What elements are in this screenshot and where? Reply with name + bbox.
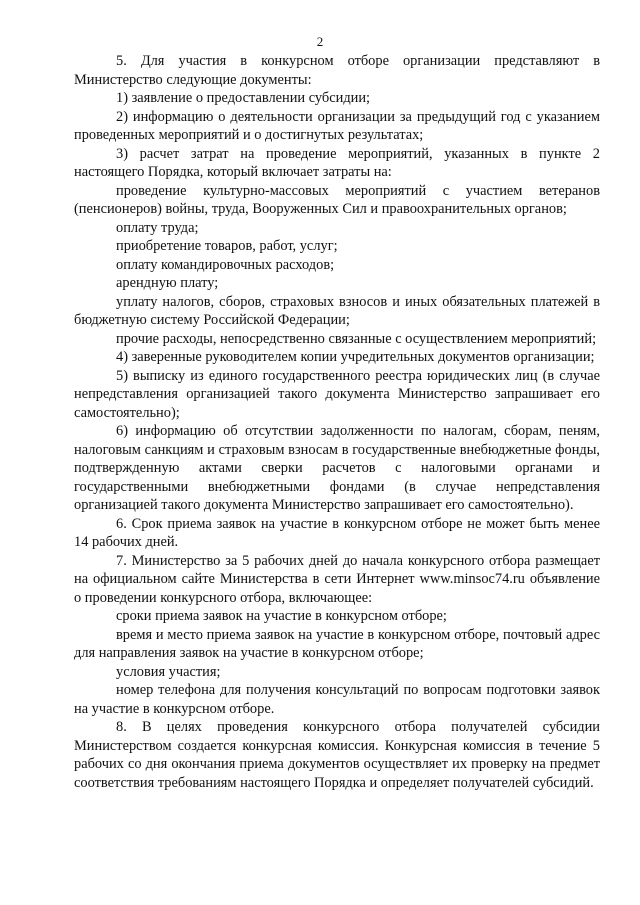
- list-item-phone: номер телефона для получения консультаций по вопросам подготовки заявок на участие в конкурсном отборе.: [74, 682, 600, 717]
- list-item-application: 1) заявление о предоставлении субсидии;: [116, 90, 371, 106]
- paragraph-item-8: 8. В целях проведения конкурсного отбора получателей субсидии Министерством создается конкурсная комиссия. Конкурсная комиссия в течение 5 рабочих со дня окончания приема документов осуществляет их проверку на предмет соответствия требованиям настоящего Порядка и определяет получателей субсидий.: [74, 719, 600, 791]
- paragraph-item-6: 6. Срок приема заявок на участие в конкурсном отборе не может быть менее 14 рабочих дней.: [74, 515, 600, 550]
- list-item-registry-extract: 5) выписку из единого государственного реестра юридических лиц (в случае непредставления организацией такого документа Министерство запрашивает его самостоятельно);: [74, 367, 600, 421]
- list-item-conditions: условия участия;: [116, 663, 221, 680]
- paragraph-item-5: 5. Для участия в конкурсном отборе организации представляют в Министерство следующие документы:: [74, 53, 600, 88]
- list-item-wages: оплату труда;: [116, 219, 199, 236]
- list-item-cultural-events: проведение культурно-массовых мероприятий с участием ветеранов (пенсионеров) войны, труда, Вооруженных Сил и правоохранительных органов;: [74, 182, 600, 217]
- list-item-activity-info: 2) информацию о деятельности организации за предыдущий год с указанием проведенных мероприятий и о достигнутых результатах;: [74, 108, 600, 143]
- list-item-taxes: уплату налогов, сборов, страховых взносов и иных обязательных платежей в бюджетную систему Российской Федерации;: [74, 293, 600, 328]
- list-item-deadlines: сроки приема заявок на участие в конкурсном отборе;: [116, 608, 447, 624]
- list-item-goods: приобретение товаров, работ, услуг;: [116, 238, 338, 254]
- list-item-founding-docs: 4) заверенные руководителем копии учредительных документов организации;: [116, 349, 595, 365]
- list-item-travel: оплату командировочных расходов;: [116, 256, 335, 273]
- list-item-other-costs: прочие расходы, непосредственно связанные с осуществлением мероприятий;: [116, 330, 597, 347]
- document-body: [74, 52, 600, 792]
- list-item-rent: арендную плату;: [116, 275, 219, 291]
- page-number: 2: [316, 34, 324, 49]
- list-item-no-debt-info: 6) информацию об отсутствии задолженности по налогам, сборам, пеням, налоговым санкциям и страховым взносам в государственные внебюджетные фонды, подтвержденную актами сверки расчетов с налоговыми органами и государственными внебюджетными фондами (в случае непредставления организацией такого документа Министерство запрашивает его самостоятельно).: [74, 423, 600, 513]
- list-item-time-place: время и место приема заявок на участие в конкурсном отборе, почтовый адрес для направления заявок на участие в конкурсном отборе;: [74, 626, 600, 661]
- paragraph-item-7: 7. Министерство за 5 рабочих дней до начала конкурсного отбора размещает на официальном сайте Министерства в сети Интернет www.minsoc74.ru объявление о проведении конкурсного отбора, включающее:: [74, 552, 600, 606]
- list-item-cost-calculation: 3) расчет затрат на проведение мероприятий, указанных в пункте 2 настоящего Порядка, который включает затраты на:: [74, 145, 600, 180]
